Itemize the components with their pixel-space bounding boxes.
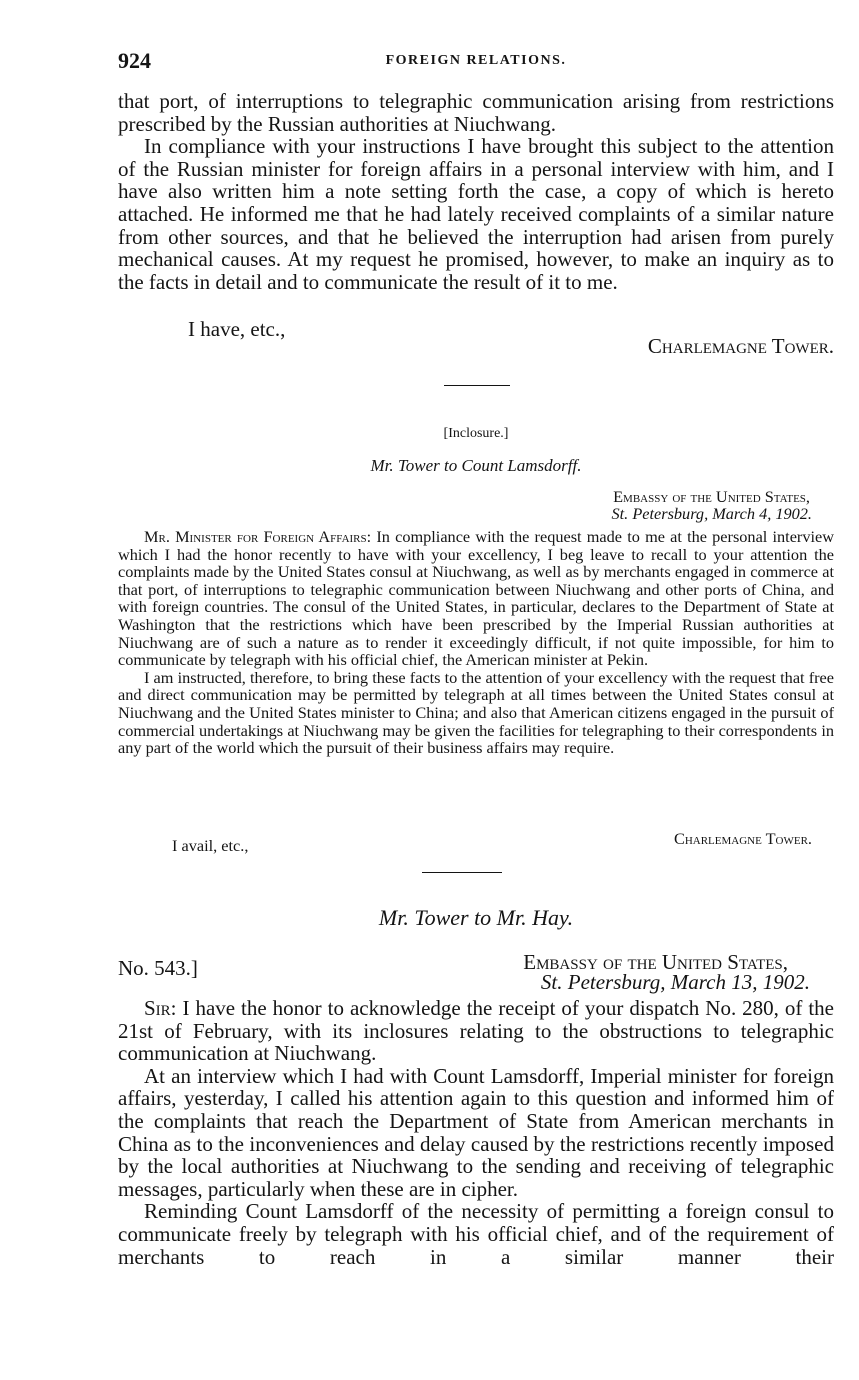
- section-divider-2: [422, 872, 502, 873]
- letter2-body: [118, 997, 834, 1268]
- letter2-paragraph-2: At an interview which I had with Count Lamsdorff, Imperial minister for foreign affairs, yesterday, I called his attention again to this question and informed him of the complaints that reach the Department of State from American merchants in China as to the inconveniences and delay caused by the restrictions recently imposed by the local authorities at Niuchwang to the sending and receiving of telegraphic messages, particularly when these are in cipher.: [118, 1063, 834, 1201]
- section-divider: [444, 385, 510, 386]
- inclosure-signature: Charlemagne Tower.: [673, 829, 812, 848]
- inclosure-closing: I avail, etc.,: [172, 836, 249, 855]
- letter2-date: St. Petersburg, March 13, 1902.: [540, 970, 810, 994]
- dispatch-number: No. 543.]: [118, 956, 198, 980]
- page-header: [118, 48, 834, 78]
- letter1-signature: Charlemagne Tower.: [647, 334, 834, 358]
- inclosure-place: Embassy of the United States,: [613, 487, 810, 506]
- letter2-place: Embassy of the United States,: [523, 950, 788, 974]
- letter2-salutation: Sir:: [144, 996, 177, 1020]
- letter2-paragraph-3: Reminding Count Lamsdorff of the necessity of permitting a foreign consul to communicate freely by telegraph with his official chief, and of the requirement of merchants to reach in a similar manner their: [118, 1199, 834, 1269]
- inclosure-paragraph-1: In compliance with the request made to me at the personal interview which I had the honor recently to have with your excellency, I beg leave to recall to your attention the complaints made by the United States consul at Niuchwang, as well as by merchants engaged in commerce at that port, of interruptions to telegraphic communication between Niuchwang and other ports of China, and with foreign countries. The consul of the United States, in particular, declares to the Department of State at Washington that the restrictions which have been prescribed by the Imperial Russian authorities at Niuchwang are of such a nature as to render it exceedingly difficult, if not quite impossible, for him to communicate by telegraph with his official chief, the American minister at Pekin.: [118, 527, 834, 670]
- running-head: FOREIGN RELATIONS.: [385, 53, 567, 68]
- continuation-paragraph: that port, of interruptions to telegraphic communication arising from restrictions prescribed by the Russian authorities at Niuchwang.: [118, 89, 834, 136]
- inclosure-paragraph-2: I am instructed, therefore, to bring these facts to the attention of your excellency with the request that free and direct communication may be permitted by telegraph at all times between the United States consul at Niuchwang and the United States minister to China; and also that American citizens engaged in the pursuit of commercial undertakings at Niuchwang may be given the facilities for telegraphing to their correspondents in any part of the world which the pursuit of their business affairs may require.: [118, 667, 834, 758]
- inclosure-body: [118, 528, 834, 757]
- inclosure-salutation: Mr. Minister for Foreign Affairs:: [144, 527, 372, 546]
- inclosure-date: St. Petersburg, March 4, 1902.: [611, 504, 812, 523]
- letter2-paragraph-1: I have the honor to acknowledge the receipt of your dispatch No. 280, of the 21st of February, with its inclosures relating to the obstructions to telegraphic communication at Niuchwang.: [118, 996, 834, 1066]
- inclosure-label: [Inclosure.]: [443, 426, 509, 441]
- letter2-title: Mr. Tower to Mr. Hay.: [378, 905, 574, 930]
- page-number: 924: [118, 48, 151, 73]
- letter1-closing: I have, etc.,: [188, 317, 286, 341]
- inclosure-title: Mr. Tower to Count Lamsdorff.: [370, 456, 582, 475]
- compliance-paragraph: In compliance with your instructions I have brought this subject to the attention of the Russian minister for foreign affairs in a personal interview with him, and I have also written him a note setting forth the case, a copy of which is hereto attached. He informed me that he had lately received complaints of a similar nature from other sources, and that he believed the interruption had arisen from purely mechanical causes. At my request he promised, however, to make an inquiry as to the facts in detail and to communicate the result of it to me.: [118, 134, 834, 294]
- letter-continuation: [118, 90, 834, 293]
